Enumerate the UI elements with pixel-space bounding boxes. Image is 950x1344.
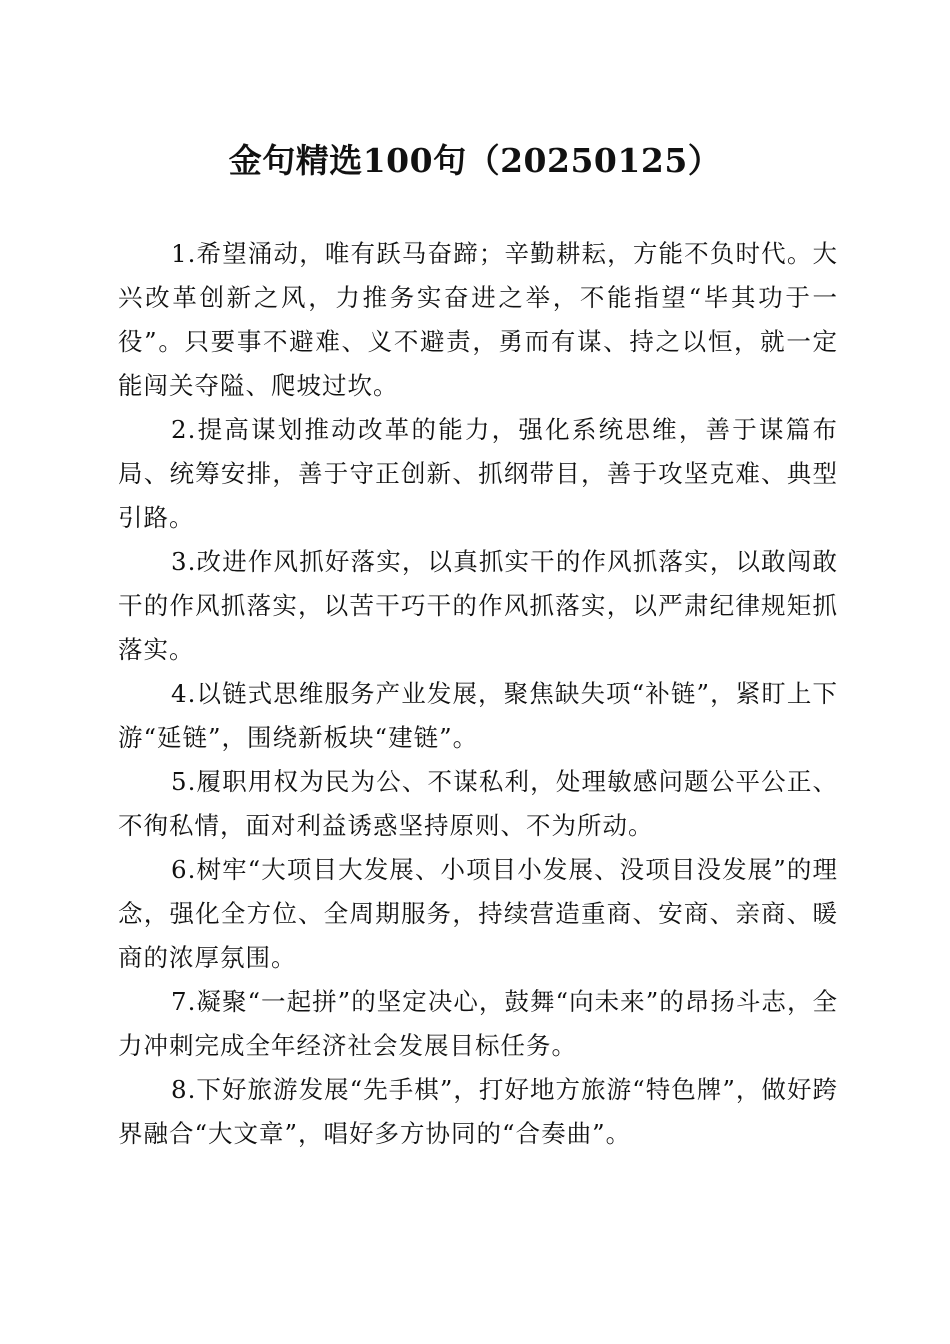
- quote-paragraph-2: 2.提高谋划推动改革的能力，强化系统思维，善于谋篇布局、统筹安排，善于守正创新、抓纲带目，善于攻坚克难、典型引路。: [118, 415, 838, 532]
- quote-paragraph-5: 5.履职用权为民为公、不谋私利，处理敏感问题公平公正、不徇私情，面对利益诱惑坚持原则、不为所动。: [118, 767, 838, 840]
- quote-paragraph-6: 6.树牢“大项目大发展、小项目小发展、没项目没发展”的理念，强化全方位、全周期服务，持续营造重商、安商、亲商、暖商的浓厚氛围。: [118, 855, 838, 972]
- document-title: 金句精选100句（20250125）: [228, 141, 722, 180]
- quote-paragraph-3: 3.改进作风抓好落实，以真抓实干的作风抓落实，以敢闯敢干的作风抓落实，以苦干巧干的作风抓落实，以严肃纪律规矩抓落实。: [118, 547, 838, 664]
- document-body: [118, 232, 838, 1156]
- quote-paragraph-7: 7.凝聚“一起拼”的坚定决心，鼓舞“向未来”的昂扬斗志，全力冲刺完成全年经济社会发展目标任务。: [118, 987, 838, 1060]
- quote-paragraph-1: 1.希望涌动，唯有跃马奋蹄；辛勤耕耘，方能不负时代。大兴改革创新之风，力推务实奋进之举，不能指望“毕其功于一役”。只要事不避难、义不避责，勇而有谋、持之以恒，就一定能闯关夺隘、爬坡过坎。: [118, 239, 838, 400]
- quote-paragraph-4: 4.以链式思维服务产业发展，聚焦缺失项“补链”，紧盯上下游“延链”，围绕新板块“建链”。: [118, 679, 838, 752]
- quote-paragraph-8: 8.下好旅游发展“先手棋”，打好地方旅游“特色牌”，做好跨界融合“大文章”，唱好多方协同的“合奏曲”。: [118, 1075, 838, 1148]
